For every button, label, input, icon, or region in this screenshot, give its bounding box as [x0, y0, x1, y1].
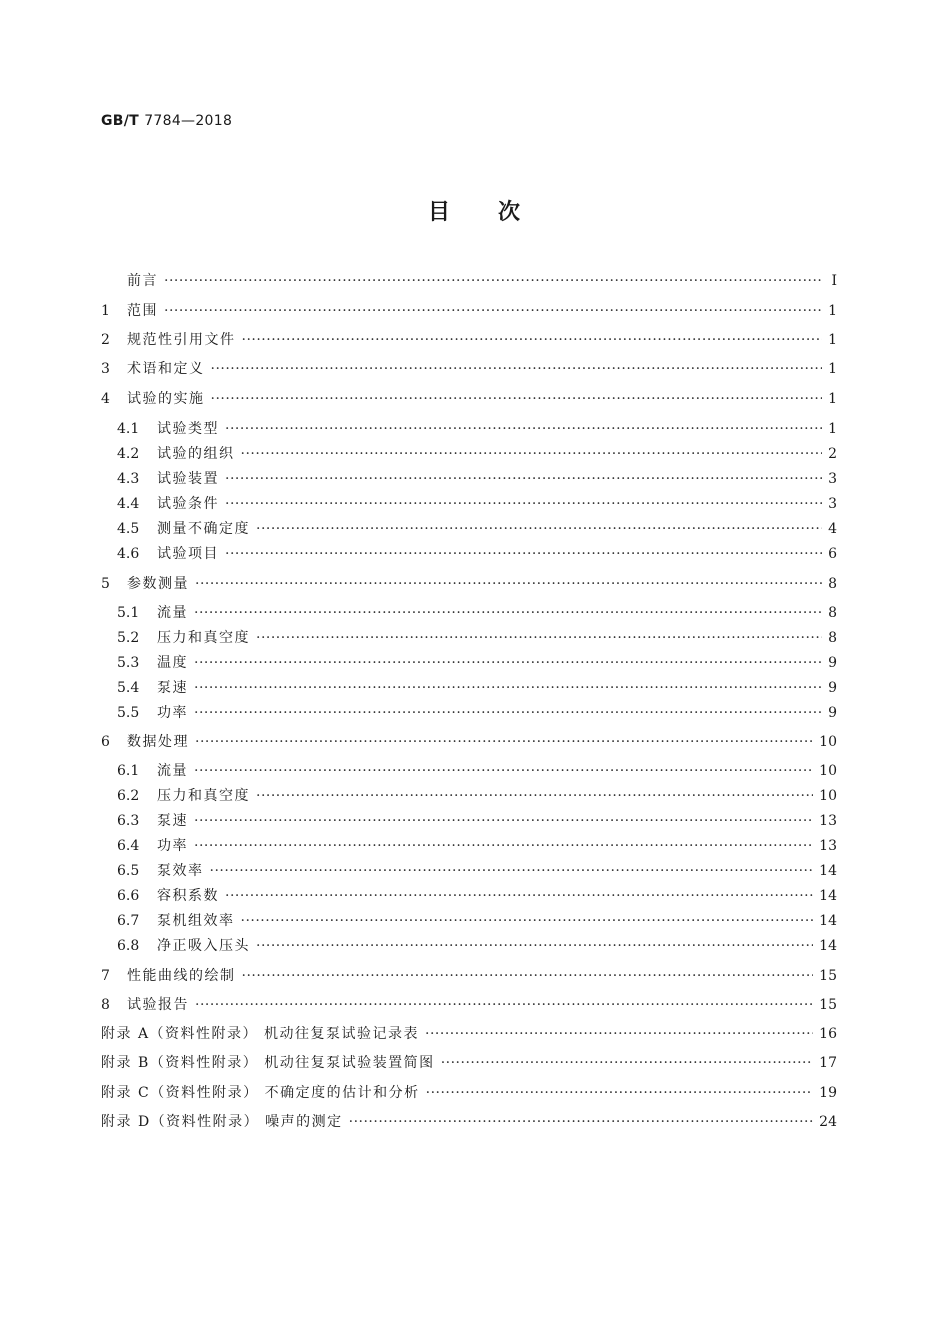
toc-leader-dots	[225, 421, 822, 437]
toc-entry-page: 1	[828, 332, 837, 348]
toc-entry-label: 容积系数	[157, 888, 219, 904]
toc-entry[interactable]	[101, 573, 837, 595]
toc-entry[interactable]	[117, 543, 837, 565]
toc-entry-page: 6	[828, 546, 837, 562]
toc-leader-dots	[256, 630, 822, 646]
toc-leader-dots	[195, 734, 813, 750]
toc-entry-label: 范围	[127, 303, 158, 319]
toc-entry-page: 1	[828, 421, 837, 437]
toc-leader-dots	[194, 838, 813, 854]
toc-entry-number: 6.7	[117, 913, 140, 929]
toc-entry-page: 8	[828, 605, 837, 621]
toc-entry-label: 泵机组效率	[157, 913, 235, 929]
toc-entry-number: 1	[101, 303, 110, 319]
toc-entry[interactable]	[101, 965, 837, 987]
toc-entry[interactable]	[101, 1023, 837, 1045]
toc-entry-number: 4.3	[117, 471, 140, 487]
toc-leader-dots	[194, 605, 822, 621]
toc-entry-number: 4.2	[117, 446, 140, 462]
toc-entry-number: 4.4	[117, 496, 140, 512]
toc-entry-label: 测量不确定度	[157, 521, 250, 537]
toc-entry-number: 6.3	[117, 813, 140, 829]
toc-entry-number: 6.2	[117, 788, 140, 804]
toc-entry[interactable]	[101, 1052, 837, 1074]
toc-entry-label: 附录 C（资料性附录） 不确定度的估计和分析	[101, 1085, 420, 1101]
toc-entry[interactable]	[117, 443, 837, 465]
toc-entry-page: 10	[819, 788, 837, 804]
toc-leader-dots	[241, 913, 814, 929]
toc-entry-page: 16	[819, 1026, 837, 1042]
page-title-part1: 目	[427, 200, 452, 225]
toc-entry-page: 15	[819, 968, 837, 984]
toc-leader-dots	[425, 1026, 813, 1042]
toc-leader-dots	[211, 361, 823, 377]
toc-leader-dots	[242, 332, 823, 348]
toc-entry-page: 14	[819, 888, 837, 904]
toc-entry-page: 8	[828, 630, 837, 646]
toc-entry-label: 试验报告	[127, 997, 189, 1013]
toc-entry-number: 6.1	[117, 763, 140, 779]
toc-entry-label: 温度	[157, 655, 188, 671]
toc-entry-number: 6	[101, 734, 110, 750]
toc-leader-dots	[242, 968, 814, 984]
toc-entry-page: I	[831, 273, 837, 289]
toc-entry-number: 4.5	[117, 521, 140, 537]
toc-entry-label: 功率	[157, 705, 188, 721]
toc-entry-page: 15	[819, 997, 837, 1013]
toc-leader-dots	[194, 680, 822, 696]
toc-entry[interactable]	[117, 677, 837, 699]
toc-entry-page: 13	[819, 838, 837, 854]
toc-leader-dots	[256, 788, 813, 804]
toc-entry-page: 10	[819, 734, 837, 750]
toc-entry[interactable]	[117, 702, 837, 724]
toc-entry[interactable]	[101, 270, 837, 292]
toc-entry-page: 24	[819, 1114, 837, 1130]
toc-entry-label: 参数测量	[127, 576, 189, 592]
toc-entry[interactable]	[117, 652, 837, 674]
toc-leader-dots	[210, 863, 814, 879]
toc-leader-dots	[194, 763, 813, 779]
toc-entry[interactable]	[117, 418, 837, 440]
page-title	[0, 195, 950, 226]
toc-entry-number: 8	[101, 997, 110, 1013]
toc-entry-label: 性能曲线的绘制	[127, 968, 236, 984]
toc-entry-page: 2	[828, 446, 837, 462]
toc-entry[interactable]	[101, 994, 837, 1016]
toc-entry[interactable]	[101, 731, 837, 753]
toc-entry-page: 14	[819, 938, 837, 954]
toc-entry-label: 流量	[157, 605, 188, 621]
toc-entry-label: 净正吸入压头	[157, 938, 250, 954]
toc-entry[interactable]	[101, 358, 837, 380]
toc-entry-label: 附录 D（资料性附录） 噪声的测定	[101, 1114, 343, 1130]
toc-leader-dots	[195, 576, 822, 592]
toc-entry[interactable]	[117, 835, 837, 857]
toc-entry-number: 6.5	[117, 863, 140, 879]
toc-entry-page: 9	[828, 705, 837, 721]
toc-entry[interactable]	[117, 468, 837, 490]
toc-entry-number: 6.6	[117, 888, 140, 904]
toc-entry-label: 试验条件	[157, 496, 219, 512]
toc-entry-number: 5.4	[117, 680, 140, 696]
toc-entry[interactable]	[117, 602, 837, 624]
toc-entry-page: 9	[828, 680, 837, 696]
toc-entry[interactable]	[117, 627, 837, 649]
toc-entry-label: 流量	[157, 763, 188, 779]
toc-leader-dots	[194, 705, 822, 721]
toc-entry-page: 14	[819, 913, 837, 929]
toc-entry-label: 试验装置	[157, 471, 219, 487]
toc-leader-dots	[256, 521, 822, 537]
standard-number: 7784—2018	[144, 113, 233, 129]
toc-entry-label: 功率	[157, 838, 188, 854]
standard-code	[101, 113, 232, 129]
toc-entry-label: 术语和定义	[127, 361, 205, 377]
toc-leader-dots	[225, 496, 822, 512]
toc-leader-dots	[426, 1085, 814, 1101]
toc-entry-page: 1	[828, 303, 837, 319]
toc-entry-number: 3	[101, 361, 110, 377]
toc-entry-page: 14	[819, 863, 837, 879]
toc-entry-number: 5.2	[117, 630, 140, 646]
toc-entry-page: 17	[819, 1055, 837, 1071]
toc-entry-number: 7	[101, 968, 110, 984]
toc-entry-label: 压力和真空度	[157, 788, 250, 804]
page-title-part2: 次	[498, 200, 523, 225]
toc-entry-page: 13	[819, 813, 837, 829]
toc-entry[interactable]	[117, 910, 837, 932]
toc-entry-page: 3	[828, 471, 837, 487]
toc-entry[interactable]	[117, 860, 837, 882]
toc-leader-dots	[194, 655, 822, 671]
toc-entry[interactable]	[101, 388, 837, 410]
toc-entry[interactable]	[101, 1111, 837, 1133]
toc-entry[interactable]	[117, 518, 837, 540]
toc-entry[interactable]	[117, 810, 837, 832]
toc-entry-label: 附录 A（资料性附录） 机动往复泵试验记录表	[101, 1026, 420, 1042]
toc-leader-dots	[211, 391, 823, 407]
toc-entry-number: 6.8	[117, 938, 140, 954]
toc-entry-number: 4.6	[117, 546, 140, 562]
toc-entry[interactable]	[117, 760, 837, 782]
toc-leader-dots	[225, 471, 822, 487]
toc-leader-dots	[225, 888, 813, 904]
toc-entry-label: 规范性引用文件	[127, 332, 236, 348]
toc-leader-dots	[164, 303, 822, 319]
toc-entry[interactable]	[117, 885, 837, 907]
toc-entry-page: 1	[828, 391, 837, 407]
toc-entry-label: 试验的组织	[157, 446, 235, 462]
toc-entry-number: 5	[101, 576, 110, 592]
toc-entry[interactable]	[117, 493, 837, 515]
toc-entry-number: 6.4	[117, 838, 140, 854]
toc-entry-page: 4	[828, 521, 837, 537]
toc-entry-page: 8	[828, 576, 837, 592]
toc-entry-number: 2	[101, 332, 110, 348]
toc-leader-dots	[195, 997, 813, 1013]
toc-entry-label: 泵速	[157, 680, 188, 696]
toc-entry-page: 10	[819, 763, 837, 779]
toc-entry-label: 泵速	[157, 813, 188, 829]
toc-leader-dots	[225, 546, 822, 562]
toc-entry-page: 1	[828, 361, 837, 377]
toc-leader-dots	[241, 446, 823, 462]
toc-entry-label: 前言	[127, 273, 158, 289]
toc-entry-label: 数据处理	[127, 734, 189, 750]
toc-entry-number: 5.3	[117, 655, 140, 671]
toc-leader-dots	[349, 1114, 814, 1130]
toc-leader-dots	[194, 813, 813, 829]
toc-entry-page: 3	[828, 496, 837, 512]
toc-entry-number: 4	[101, 391, 110, 407]
toc-entry[interactable]	[101, 329, 837, 351]
toc-entry-label: 试验类型	[157, 421, 219, 437]
toc-entry[interactable]	[117, 785, 837, 807]
toc-entry[interactable]	[101, 300, 837, 322]
toc-leader-dots	[441, 1055, 813, 1071]
toc-entry[interactable]	[117, 935, 837, 957]
standard-prefix: GB/T	[101, 113, 140, 129]
toc-entry-number: 5.5	[117, 705, 140, 721]
toc-entry-label: 试验项目	[157, 546, 219, 562]
toc-entry-page: 19	[819, 1085, 837, 1101]
toc-entry-label: 试验的实施	[127, 391, 205, 407]
toc-entry-label: 压力和真空度	[157, 630, 250, 646]
toc-leader-dots	[164, 273, 823, 289]
toc-entry-label: 附录 B（资料性附录） 机动往复泵试验装置简图	[101, 1055, 435, 1071]
toc-leader-dots	[256, 938, 813, 954]
toc-entry-page: 9	[828, 655, 837, 671]
toc-entry[interactable]	[101, 1082, 837, 1104]
toc-entry-number: 4.1	[117, 421, 140, 437]
toc-entry-label: 泵效率	[157, 863, 204, 879]
toc-entry-number: 5.1	[117, 605, 140, 621]
